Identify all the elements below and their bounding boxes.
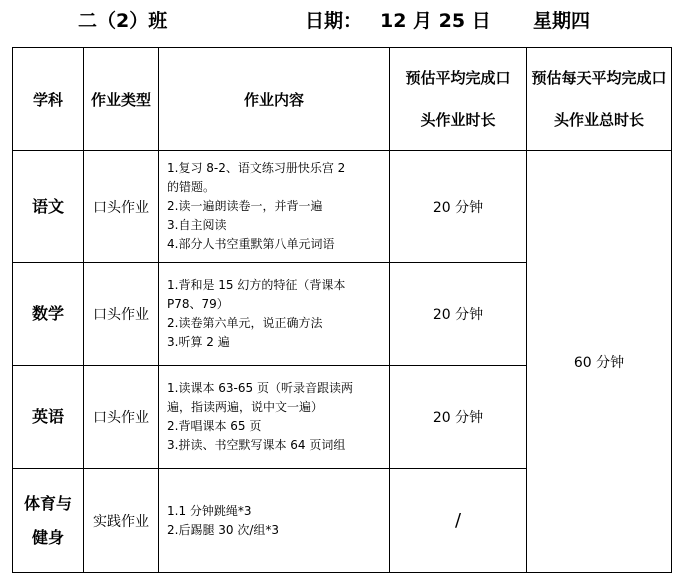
subject-line1: 体育与	[23, 493, 72, 513]
duration-cell: 20 分钟	[390, 366, 527, 469]
content-line: 的错题。	[167, 180, 216, 194]
duration-cell: 20 分钟	[390, 151, 527, 263]
type-cell: 口头作业	[84, 366, 159, 469]
header-total-time	[527, 48, 672, 151]
type-cell: 口头作业	[84, 151, 159, 263]
content-line: 1.复习 8-2、语文练习册快乐宫 2	[167, 161, 346, 175]
content-line: 1.读课本 63-65 页（听录音跟读两	[167, 381, 353, 395]
subject-cell: 数学	[13, 263, 84, 366]
content-line: P78、79）	[167, 297, 229, 311]
header-avg-time-line2: 头作业时长	[420, 111, 496, 129]
total-duration-cell: 60 分钟	[527, 151, 672, 573]
content-line: 4.部分人书空重默第八单元词语	[167, 237, 335, 251]
content-line: 1.背和是 15 幻方的特征（背课本	[167, 278, 346, 292]
class-name: 二（2）班	[78, 10, 168, 32]
table-row	[13, 151, 672, 263]
date-label: 日期：	[305, 10, 363, 32]
homework-table	[12, 47, 672, 573]
table-header-row	[13, 48, 672, 151]
subject-cell: 英语	[13, 366, 84, 469]
content-line: 3.听算 2 遍	[167, 335, 230, 349]
subject-cell	[13, 469, 84, 573]
header-content: 作业内容	[159, 48, 390, 151]
content-cell	[159, 366, 390, 469]
page-header	[0, 4, 689, 38]
type-cell: 口头作业	[84, 263, 159, 366]
content-line: 2.背唱课本 65 页	[167, 419, 262, 433]
content-cell	[159, 469, 390, 573]
content-line: 2.读卷第六单元，说正确方法	[167, 316, 323, 330]
content-line: 2.后踢腿 30 次/组*3	[167, 522, 280, 537]
duration-cell: 20 分钟	[390, 263, 527, 366]
weekday: 星期四	[533, 10, 591, 32]
content-line: 1.1 分钟跳绳*3	[167, 503, 252, 518]
content-cell	[159, 151, 390, 263]
header-total-time-line2: 头作业总时长	[553, 111, 644, 129]
header-type: 作业类型	[84, 48, 159, 151]
subject-cell: 语文	[13, 151, 84, 263]
subject-line2: 健身	[31, 527, 64, 547]
type-cell: 实践作业	[84, 469, 159, 573]
content-line: 3.拼读、书空默写课本 64 页词组	[167, 438, 346, 452]
header-avg-time-line1: 预估平均完成口	[405, 69, 511, 87]
content-line: 遍，指读两遍，说中文一遍）	[167, 400, 324, 414]
duration-cell: /	[390, 469, 527, 573]
header-avg-time	[390, 48, 527, 151]
header-total-time-line1: 预估每天平均完成口	[531, 69, 667, 87]
content-line: 2.读一遍朗读卷一，并背一遍	[167, 199, 323, 213]
content-cell	[159, 263, 390, 366]
header-subject: 学科	[13, 48, 84, 151]
date-value: 12 月 25 日	[380, 10, 491, 32]
content-line: 3.自主阅读	[167, 218, 227, 232]
